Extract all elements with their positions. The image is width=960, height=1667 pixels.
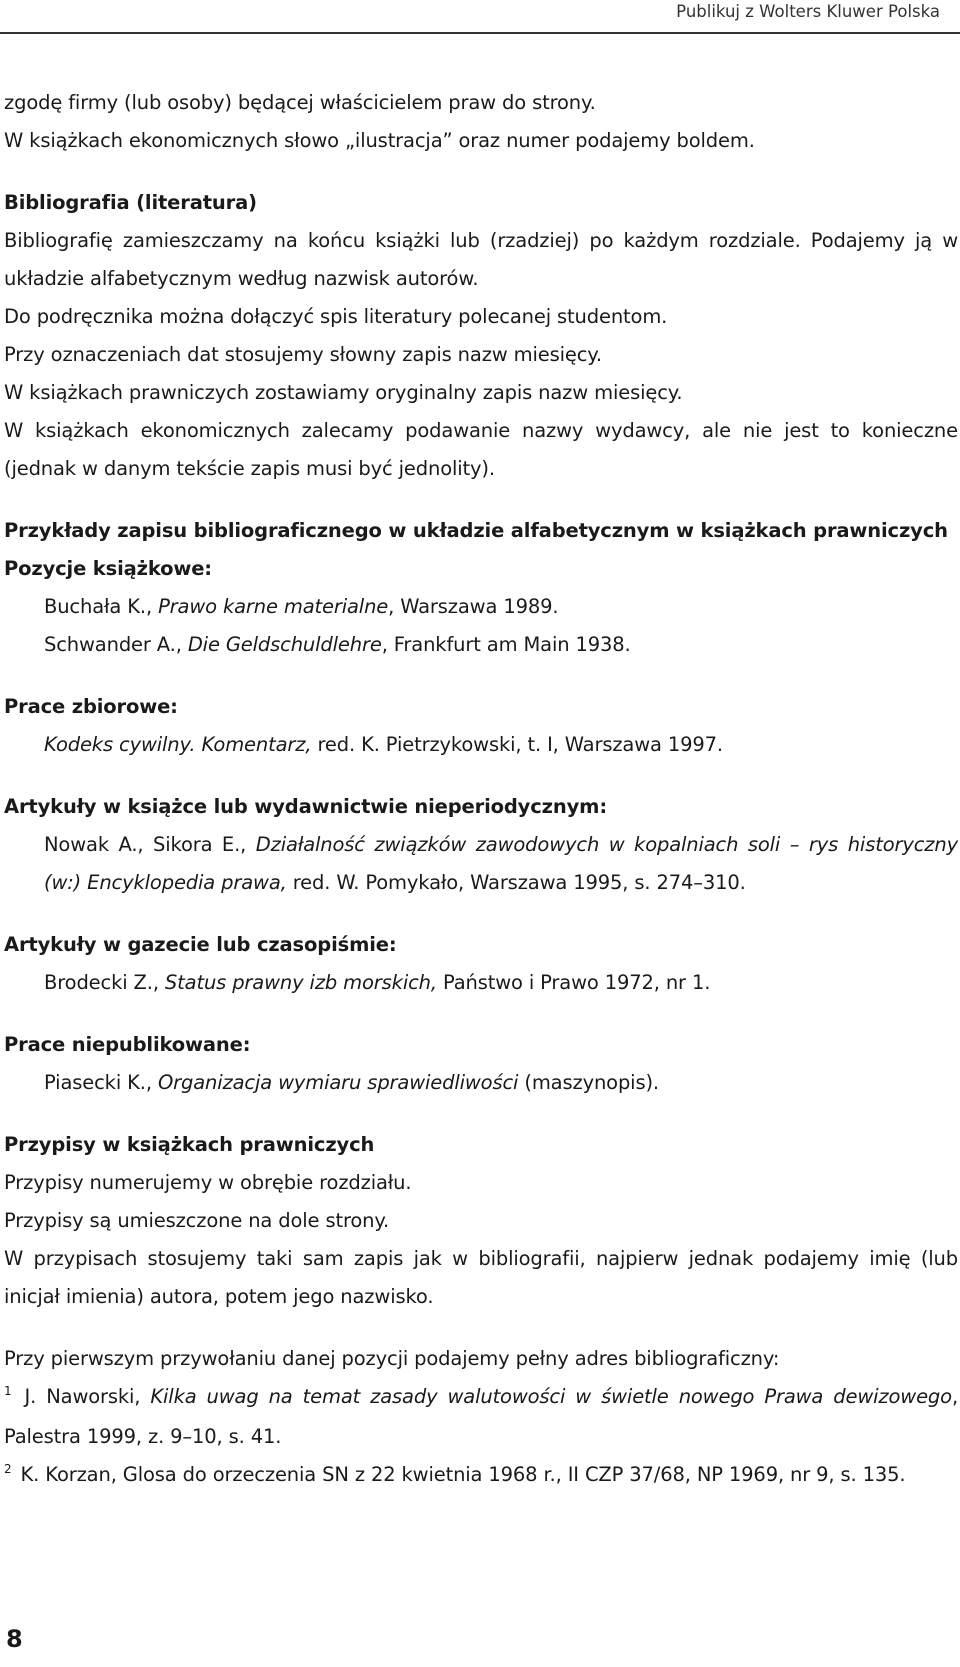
entry-author: J. Naworski, bbox=[14, 1385, 151, 1408]
examples-heading: Przykłady zapisu bibliograficznego w układzie alfabetycznym w książkach prawniczych bbox=[4, 519, 948, 542]
header-rule bbox=[0, 32, 960, 34]
collective-heading: Prace zbiorowe: bbox=[4, 695, 178, 718]
footnote-number: 1 bbox=[4, 1384, 12, 1398]
articles-press-entry-1 bbox=[4, 964, 958, 1002]
collective-section bbox=[4, 688, 958, 764]
entry-rest: red. W. Pomykało, Warszawa 1995, s. 274–310. bbox=[286, 871, 746, 894]
entry-rest: Państwo i Prawo 1972, nr 1. bbox=[436, 971, 711, 994]
bibliography-line-3: Przy oznaczeniach dat stosujemy słowny zapis nazw miesięcy. bbox=[4, 343, 602, 366]
footnotes-line-1: Przypisy numerujemy w obrębie rozdziału. bbox=[4, 1171, 412, 1194]
first-citation-text: Przy pierwszym przywołaniu danej pozycji podajemy pełny adres bibliograficzny: bbox=[4, 1347, 780, 1370]
entry-separator: , bbox=[152, 971, 165, 994]
footnote-2 bbox=[4, 1456, 958, 1496]
unpublished-heading: Prace niepublikowane: bbox=[4, 1033, 251, 1056]
bibliography-line-2: Do podręcznika można dołączyć spis literatury polecanej studentom. bbox=[4, 305, 668, 328]
bibliography-section bbox=[4, 184, 958, 488]
entry-separator: , bbox=[175, 633, 188, 656]
entry-separator: , bbox=[145, 595, 159, 618]
header-title: Publikuj z Wolters Kluwer Polska bbox=[676, 2, 940, 21]
intro-line-1: zgodę firmy (lub osoby) będącej właścicielem praw do strony. bbox=[4, 91, 596, 114]
entry-title: Kilka uwag na temat zasady walutowości w świetle nowego Prawa dewizowego bbox=[150, 1385, 952, 1408]
entry-title: Status prawny izb morskich, bbox=[164, 971, 437, 994]
footnotes-section bbox=[4, 1126, 958, 1316]
articles-press-heading: Artykuły w gazecie lub czasopiśmie: bbox=[4, 933, 397, 956]
entry-author: Nowak A., Sikora E. bbox=[44, 833, 241, 856]
page-header bbox=[0, 0, 960, 32]
entry-title: Die Geldschuldlehre bbox=[187, 633, 382, 656]
footnote-number: 2 bbox=[4, 1462, 12, 1476]
articles-book-entry-1 bbox=[4, 826, 958, 902]
footnote-1 bbox=[4, 1378, 958, 1456]
footnotes-heading: Przypisy w książkach prawniczych bbox=[4, 1133, 375, 1156]
intro-block bbox=[4, 84, 958, 160]
articles-book-heading: Artykuły w książce lub wydawnictwie nieperiodycznym: bbox=[4, 795, 607, 818]
entry-title: Kodeks cywilny. Komentarz, bbox=[44, 733, 312, 756]
entry-rest: red. K. Pietrzykowski, t. I, Warszawa 1997. bbox=[311, 733, 723, 756]
footnotes-line-2: Przypisy są umieszczone na dole strony. bbox=[4, 1209, 390, 1232]
entry-author: Brodecki Z. bbox=[44, 971, 153, 994]
bibliography-line-4: W książkach prawniczych zostawiamy oryginalny zapis nazw miesięcy. bbox=[4, 381, 683, 404]
footnotes-para-3: W przypisach stosujemy taki sam zapis jak w bibliografii, najpierw jednak podajemy imię (lub inicjał imienia) autora, potem jego nazwisko. bbox=[4, 1247, 958, 1308]
entry-rest: , Warszawa 1989. bbox=[388, 595, 559, 618]
entry-author: Piasecki K. bbox=[44, 1071, 146, 1094]
unpublished-section bbox=[4, 1026, 958, 1102]
entry-rest: (maszynopis). bbox=[518, 1071, 659, 1094]
entry-separator: , bbox=[240, 833, 256, 856]
footnote-examples bbox=[4, 1340, 958, 1496]
entry-rest: , Palestra 1999, z. 9–10, s. 41. bbox=[4, 1385, 958, 1448]
bibliography-heading: Bibliografia (literatura) bbox=[4, 191, 257, 214]
page-number: 8 bbox=[6, 1625, 23, 1653]
articles-press-section bbox=[4, 926, 958, 1002]
entry-separator: , bbox=[145, 1071, 158, 1094]
books-entry-2 bbox=[4, 626, 958, 664]
footnote-text: K. Korzan, Glosa do orzeczenia SN z 22 kwietnia 1968 r., II CZP 37/68, NP 1969, nr 9, s. 135. bbox=[14, 1463, 906, 1486]
articles-book-section bbox=[4, 788, 958, 902]
page-content bbox=[4, 84, 958, 1496]
books-heading: Pozycje książkowe: bbox=[4, 557, 212, 580]
entry-rest: , Frankfurt am Main 1938. bbox=[381, 633, 631, 656]
entry-author: Schwander A. bbox=[44, 633, 176, 656]
intro-line-2: W książkach ekonomicznych słowo „ilustracja” oraz numer podajemy boldem. bbox=[4, 129, 755, 152]
entry-title: Prawo karne materialne bbox=[158, 595, 389, 618]
entry-author: Buchała K. bbox=[44, 595, 146, 618]
books-entry-1 bbox=[4, 588, 958, 626]
collective-entry-1 bbox=[4, 726, 958, 764]
books-section bbox=[4, 550, 958, 664]
entry-title: Organizacja wymiaru sprawiedliwości bbox=[157, 1071, 519, 1094]
bibliography-para-1: Bibliografię zamieszczamy na końcu książki lub (rzadziej) po każdym rozdziale. Podajemy ją w układzie alfabetycznym według nazwisk autorów. bbox=[4, 229, 958, 290]
unpublished-entry-1 bbox=[4, 1064, 958, 1102]
entry-title: Działalność związków zawodowych w kopalniach soli – rys historyczny (w:) Encyklopedia prawa, bbox=[44, 833, 958, 894]
bibliography-para-5: W książkach ekonomicznych zalecamy podawanie nazwy wydawcy, ale nie jest to konieczne (jednak w danym tekście zapis musi być jednolity). bbox=[4, 419, 958, 480]
